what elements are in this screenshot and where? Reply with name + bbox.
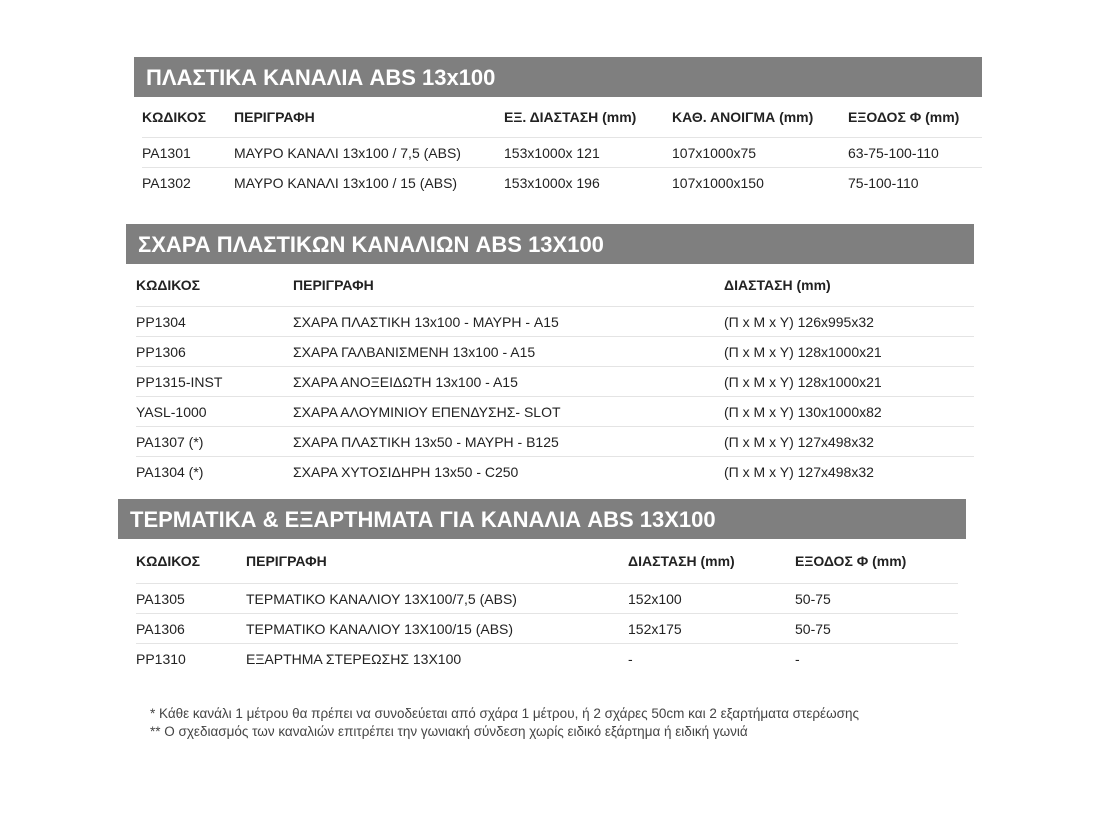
table-row: [142, 168, 982, 198]
cell-description: ΕΞΑΡΤΗΜΑ ΣΤΕΡΕΩΣΗΣ 13X100: [246, 644, 628, 674]
cell-description: ΜΑΥΡΟ ΚΑΝΑΛΙ 13x100 / 15 (ABS): [234, 168, 504, 198]
header-description: ΠΕΡΙΓΡΑΦΗ: [293, 277, 374, 293]
header-dimension: ΔΙΑΣΤΑΣΗ (mm): [628, 553, 735, 569]
products-table: [136, 264, 974, 486]
cell-dimension: (Π x M x Y) 128x1000x21: [724, 337, 974, 367]
table-row: [136, 614, 958, 644]
table-row: [136, 397, 974, 427]
cell-description: ΣΧΑΡΑ ΧΥΤΟΣΙΔΗΡΗ 13x50 - C250: [293, 457, 724, 487]
header-description: ΠΕΡΙΓΡΑΦΗ: [246, 553, 327, 569]
table-row: [136, 307, 974, 337]
cell-outlet: 50-75: [795, 584, 958, 614]
cell-outlet: 50-75: [795, 614, 958, 644]
products-table: [136, 539, 958, 673]
cell-description: ΤΕΡΜΑΤΙΚΟ ΚΑΝΑΛΙΟΥ 13X100/7,5 (ABS): [246, 584, 628, 614]
cell-code: PA1301: [142, 138, 234, 168]
cell-code: PP1310: [136, 644, 246, 674]
cell-dimension: 152x175: [628, 614, 795, 644]
footnote: * Κάθε κανάλι 1 μέτρου θα πρέπει να συνοδεύεται από σχάρα 1 μέτρου, ή 2 σχάρες 50cm και 2 εξαρτήματα στερέωσης: [150, 706, 859, 721]
footnote: ** Ο σχεδιασμός των καναλιών επιτρέπει την γωνιακή σύνδεση χωρίς ειδικό εξάρτημα ή ειδική γωνιά: [150, 724, 748, 739]
table-header-row: [136, 264, 974, 307]
table-header-row: [142, 97, 982, 138]
cell-description: ΣΧΑΡΑ ΠΛΑΣΤΙΚΗ 13x100 - ΜΑΥΡΗ - A15: [293, 307, 724, 337]
cell-code: YASL-1000: [136, 397, 293, 427]
table-row: [136, 457, 974, 487]
section-title: ΠΛΑΣΤΙΚΑ ΚΑΝΑΛΙΑ ABS 13x100: [134, 57, 982, 97]
cell-code: PA1302: [142, 168, 234, 198]
cell-dimension: 152x100: [628, 584, 795, 614]
cell-description: ΣΧΑΡΑ ΓΑΛΒΑΝΙΣΜΕΝΗ 13x100 - A15: [293, 337, 724, 367]
header-code: ΚΩΔΙΚΟΣ: [142, 109, 207, 125]
header-description: ΠΕΡΙΓΡΑΦΗ: [234, 109, 315, 125]
table-header-row: [136, 539, 958, 584]
cell-code: PP1306: [136, 337, 293, 367]
section-channel-grates: [126, 224, 974, 486]
header-outlet: ΕΞΟΔΟΣ Φ (mm): [795, 553, 907, 569]
table-row: [142, 138, 982, 168]
header-outer-dimension: ΕΞ. ΔΙΑΣΤΑΣΗ (mm): [504, 109, 637, 125]
section-title: ΤΕΡΜΑΤΙΚΑ & ΕΞΑΡΤΗΜΑΤΑ ΓΙΑ ΚΑΝΑΛΙΑ ABS 13X100: [118, 499, 966, 539]
cell-outer-dimension: 153x1000x 121: [504, 138, 672, 168]
cell-outlet: 63-75-100-110: [848, 138, 982, 168]
section-title: ΣΧΑΡΑ ΠΛΑΣΤΙΚΩΝ ΚΑΝΑΛΙΩΝ ABS 13X100: [126, 224, 974, 264]
cell-outlet: -: [795, 644, 958, 674]
cell-dimension: -: [628, 644, 795, 674]
cell-description: ΣΧΑΡΑ ΑΝΟΞΕΙΔΩΤΗ 13x100 - A15: [293, 367, 724, 397]
cell-dimension: (Π x M x Y) 127x498x32: [724, 457, 974, 487]
table-row: [136, 427, 974, 457]
cell-code: PA1306: [136, 614, 246, 644]
cell-dimension: (Π x M x Y) 130x1000x82: [724, 397, 974, 427]
table-row: [136, 367, 974, 397]
cell-dimension: (Π x M x Y) 127x498x32: [724, 427, 974, 457]
table-row: [136, 584, 958, 614]
header-dimension: ΔΙΑΣΤΑΣΗ (mm): [724, 277, 831, 293]
cell-description: ΤΕΡΜΑΤΙΚΟ ΚΑΝΑΛΙΟΥ 13X100/15 (ABS): [246, 614, 628, 644]
table-row: [136, 337, 974, 367]
table-row: [136, 644, 958, 674]
header-code: ΚΩΔΙΚΟΣ: [136, 277, 201, 293]
cell-opening: 107x1000x150: [672, 168, 848, 198]
cell-code: PA1307 (*): [136, 427, 293, 457]
header-code: ΚΩΔΙΚΟΣ: [136, 553, 201, 569]
cell-outlet: 75-100-110: [848, 168, 982, 198]
cell-code: PA1305: [136, 584, 246, 614]
cell-description: ΜΑΥΡΟ ΚΑΝΑΛΙ 13x100 / 7,5 (ABS): [234, 138, 504, 168]
cell-code: PP1304: [136, 307, 293, 337]
cell-description: ΣΧΑΡΑ ΑΛΟΥΜΙΝΙΟΥ ΕΠΕΝΔΥΣΗΣ- SLOT: [293, 397, 724, 427]
products-table: [142, 97, 982, 197]
cell-dimension: (Π x M x Y) 126x995x32: [724, 307, 974, 337]
cell-dimension: (Π x M x Y) 128x1000x21: [724, 367, 974, 397]
section-abs-channels: [134, 57, 982, 197]
header-opening: ΚΑΘ. ΑΝΟΙΓΜΑ (mm): [672, 109, 814, 125]
cell-opening: 107x1000x75: [672, 138, 848, 168]
cell-code: PP1315-INST: [136, 367, 293, 397]
section-end-caps-fittings: [118, 499, 966, 673]
cell-outer-dimension: 153x1000x 196: [504, 168, 672, 198]
cell-description: ΣΧΑΡΑ ΠΛΑΣΤΙΚΗ 13x50 - ΜΑΥΡΗ - B125: [293, 427, 724, 457]
cell-code: PA1304 (*): [136, 457, 293, 487]
header-outlet: ΕΞΟΔΟΣ Φ (mm): [848, 109, 960, 125]
footnotes: [150, 705, 859, 741]
